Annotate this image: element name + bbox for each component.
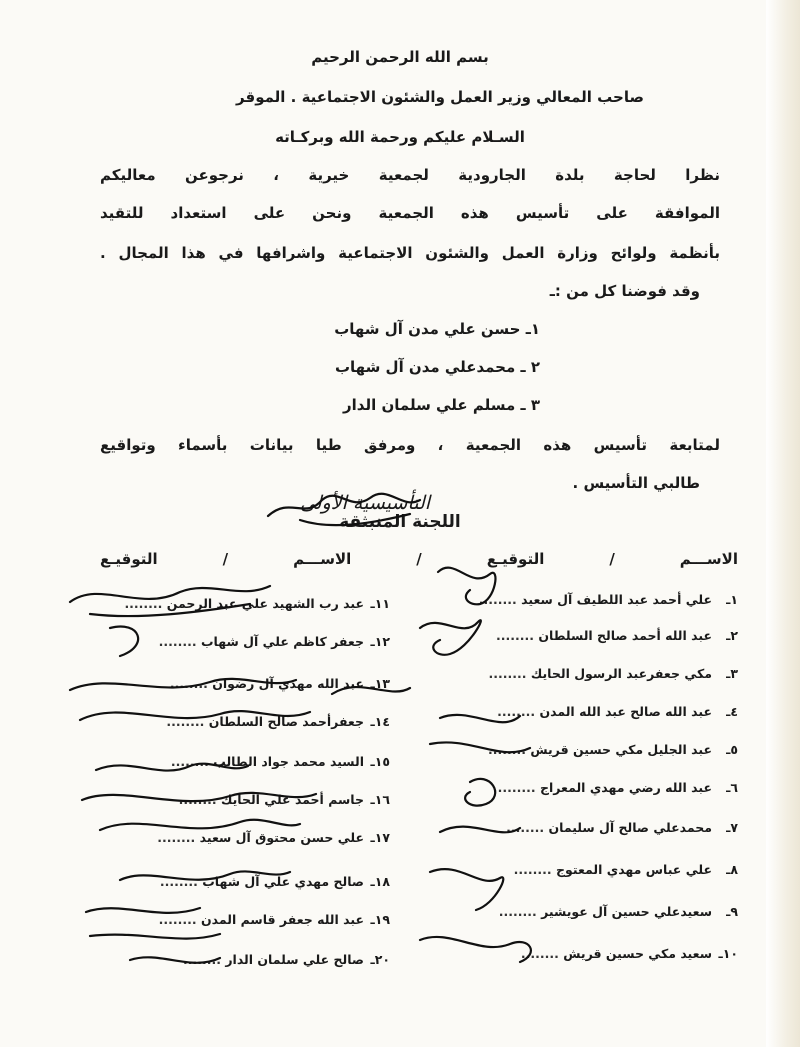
signature-mark [440, 827, 520, 833]
member-row: ١٧ـعلي حسن محتوق آل سعيد ........ [157, 830, 390, 845]
signature-mark [130, 957, 220, 963]
member-row: ٦ـعبد الله رضي مهدي المعراج ........ [497, 780, 738, 795]
delegation-intro: وقد فوضنا كل من :ـ [549, 282, 700, 300]
member-row: ١٣ـعبد الله مهدي آل رضوان ........ [169, 676, 390, 691]
member-row: ٤ـعبد الله صالح عبد الله المدن ........ [497, 704, 738, 719]
signature-mark [86, 908, 220, 939]
signature-mark [70, 679, 296, 690]
member-row: ١٨ـصالح مهدي علي آل شهاب ........ [159, 874, 390, 889]
member-row: ٢ـعبد الله أحمد صالح السلطان ........ [496, 628, 738, 643]
signature-mark [268, 494, 420, 525]
signature-mark [70, 586, 270, 616]
signature-mark [465, 779, 495, 806]
member-row: ١٥ـالسيد محمد جواد الطالب ........ [170, 754, 390, 769]
member-row: ١ـعلي أحمد عبد اللطيف آل سعيد ........ [478, 592, 738, 607]
body-line-2: الموافقة على تأسيس هذه الجمعية ونحن على استعداد للتقيد [100, 204, 720, 222]
member-row: ٥ـعبد الجليل مكي حسين قريش ........ [487, 742, 738, 757]
member-row: ٣ـمكي جعفرعبد الرسول الحايك ........ [488, 666, 738, 681]
table-header: الاســـم / التوقيـع / الاســـم / التوقيـع [100, 550, 738, 568]
member-row: ٨ـعلي عباس مهدي المعتوج ........ [513, 862, 738, 877]
member-row: ٩ـسعيدعلي حسين آل عويشير ........ [498, 904, 738, 919]
signature-mark [438, 568, 495, 605]
addressee: صاحب المعالي وزير العمل والشئون الاجتماعية . الموقر [236, 88, 644, 106]
signature-mark [420, 937, 531, 962]
delegate-3: ٣ ـ مسلم علي سلمان الدار [343, 396, 540, 414]
member-row: ١٩ـعبد الله جعفر قاسم المدن ........ [158, 912, 390, 927]
delegate-2: ٢ ـ محمدعلي مدن آل شهاب [334, 358, 540, 376]
signature-mark [420, 620, 481, 655]
signature-mark [100, 820, 300, 830]
member-row: ٧ـمحمدعلي صالح آل سليمان ........ [506, 820, 738, 835]
member-row: ١٦ـجاسم أحمد علي الحايك ........ [178, 792, 390, 807]
member-row: ١١ـعبد رب الشهيد علي عبد الرحمن ........ [124, 596, 390, 611]
basmala: بسم الله الرحمن الرحيم [311, 48, 489, 66]
signature-mark [430, 715, 530, 752]
followup-line-2: طالبي التأسيس . [572, 474, 700, 492]
signature-mark [110, 626, 138, 656]
greeting: السـلام عليكم ورحمة الله وبركـاته [275, 128, 525, 146]
member-row: ٢٠ـصالح علي سلمان الدار ........ [183, 952, 390, 967]
signature-mark [430, 869, 503, 910]
followup-line-1: لمتابعة تأسيس هذه الجمعية ، ومرفق طيا بيانات بأسماء وتواقيع [100, 436, 720, 454]
signature-mark [332, 687, 410, 694]
body-line-1: نظرا لحاجة بلدة الجارودية لجمعية خيرية ، نرجوعن معاليكم [100, 166, 720, 184]
signature-mark [96, 764, 248, 771]
signature-mark [80, 711, 310, 720]
member-row: ١٠ـسعيد مكي حسين قريش ........ [520, 946, 738, 961]
member-row: ١٤ـجعفرأحمد صالح السلطان ........ [166, 714, 390, 729]
handwritten-committee-title: التأسيسية الأولى [299, 492, 431, 514]
member-row: ١٢ـجعفر كاظم علي آل شهاب ........ [158, 634, 390, 649]
committee-title: اللجنة المنبثقة [339, 512, 461, 532]
delegate-1: ١ـ حسن علي مدن آل شهاب [334, 320, 540, 338]
signature-mark [120, 871, 290, 880]
body-line-3: بأنظمة ولوائح وزارة العمل والشئون الاجتماعية واشرافها في هذا المجال . [100, 244, 720, 262]
signature-mark [82, 793, 316, 801]
